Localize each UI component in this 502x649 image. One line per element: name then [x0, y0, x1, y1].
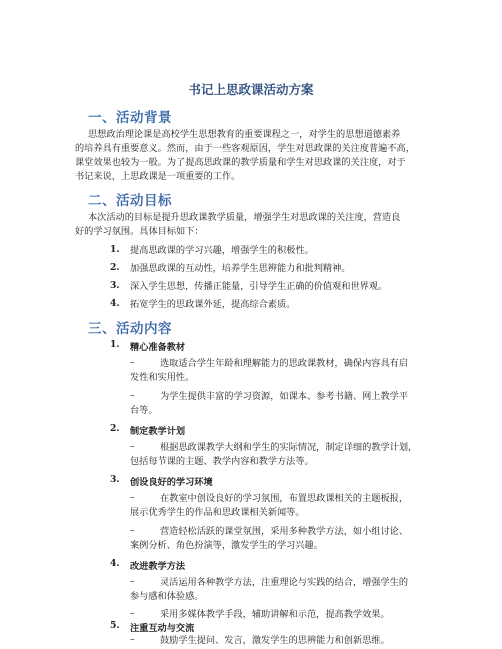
- section-heading-content: 三、活动内容: [88, 321, 172, 337]
- goal-number-4: 4.: [110, 298, 120, 309]
- goal-text-4: 拓宽学生的思政课外延，提高综合素质。: [130, 299, 296, 310]
- content-4-sub-1-line-2: 参与感和体验感。: [130, 591, 204, 602]
- content-title-1: 精心准备教材: [130, 342, 186, 353]
- content-1-sub-1-line-2: 发性和实用性。: [130, 372, 195, 383]
- goals-intro-line-1: 本次活动的目标是提升思政课教学质量，增强学生对思政课的关注度，营造良: [88, 212, 401, 223]
- content-1-sub-2-line-2: 台等。: [130, 405, 158, 416]
- bullet-dash: –: [130, 576, 135, 587]
- content-3-sub-2-line-2: 案例分析、角色扮演等，激发学生的学习兴趣。: [130, 540, 323, 551]
- content-5-sub-1-line-1: 鼓励学生提问、发言，激发学生的思辨能力和创新思维。: [160, 635, 390, 646]
- section-heading-goals: 二、活动目标: [88, 193, 172, 209]
- content-4-sub-2-line-1: 采用多媒体教学手段，辅助讲解和示范，提高教学效果。: [160, 609, 390, 620]
- goal-number-1: 1.: [110, 244, 120, 255]
- content-3-sub-1-line-2: 展示优秀学生的作品和思政课相关新闻等。: [130, 507, 305, 518]
- bullet-dash: –: [130, 390, 135, 401]
- content-1-sub-1-line-1: 选取适合学生年龄和理解能力的思政课教材，确保内容具有启: [160, 358, 409, 369]
- document-title: 书记上思政课活动方案: [188, 82, 314, 97]
- content-2-sub-1-line-1: 根据思政课教学大纲和学生的实际情况，制定详细的教学计划，: [160, 442, 418, 453]
- goal-text-2: 加强思政课的互动性，培养学生思辨能力和批判精神。: [130, 263, 351, 274]
- content-number-2: 2.: [110, 423, 120, 434]
- content-title-4: 改进教学方法: [130, 561, 186, 572]
- content-title-2: 制定教学计划: [130, 426, 186, 437]
- content-3-sub-1-line-1: 在教室中创设良好的学习氛围，布置思政课相关的主题板报，: [160, 493, 409, 504]
- content-2-sub-1-line-2: 包括每节课的主题、教学内容和教学方法等。: [130, 456, 314, 467]
- content-1-sub-2-line-1: 为学生提供丰富的学习资源，如课本、参考书籍、网上教学平: [160, 391, 409, 402]
- content-title-3: 创设良好的学习环境: [130, 477, 213, 488]
- goal-number-3: 3.: [110, 280, 120, 291]
- goal-number-2: 2.: [110, 262, 120, 273]
- content-number-3: 3.: [110, 474, 120, 485]
- background-line-4: 书记来说，上思政课是一项重要的工作。: [75, 171, 241, 182]
- content-number-4: 4.: [110, 558, 120, 569]
- bullet-dash: –: [130, 608, 135, 619]
- bullet-dash: –: [130, 357, 135, 368]
- background-line-3: 课堂效果也较为一般。为了提高思政课的教学质量和学生对思政课的关注度，对于: [75, 157, 406, 168]
- bullet-dash: –: [130, 441, 135, 452]
- content-4-sub-1-line-1: 灵活运用各种教学方法，注重理论与实践的结合，增强学生的: [160, 577, 409, 588]
- goal-text-1: 提高思政课的学习兴趣，增强学生的积极性。: [130, 245, 314, 256]
- content-number-5: 5.: [110, 620, 120, 631]
- background-line-1: 思想政治理论课是高校学生思想教育的重要课程之一，对学生的思想道德素养: [88, 129, 401, 140]
- section-heading-background: 一、活动背景: [88, 110, 172, 126]
- bullet-dash: –: [130, 492, 135, 503]
- content-number-1: 1.: [110, 339, 120, 350]
- background-line-2: 的培养具有重要意义。然而，由于一些客观原因，学生对思政课的关注度普遍不高，: [75, 143, 415, 154]
- content-title-5: 注重互动与交流: [130, 623, 195, 634]
- content-3-sub-2-line-1: 营造轻松活跃的课堂氛围，采用多种教学方法，如小组讨论、: [160, 526, 409, 537]
- goals-intro-line-2: 好的学习氛围。具体目标如下：: [75, 226, 204, 237]
- bullet-dash: –: [130, 525, 135, 536]
- bullet-dash: –: [130, 634, 135, 645]
- goal-text-3: 深入学生思想，传播正能量，引导学生正确的价值观和世界观。: [130, 281, 388, 292]
